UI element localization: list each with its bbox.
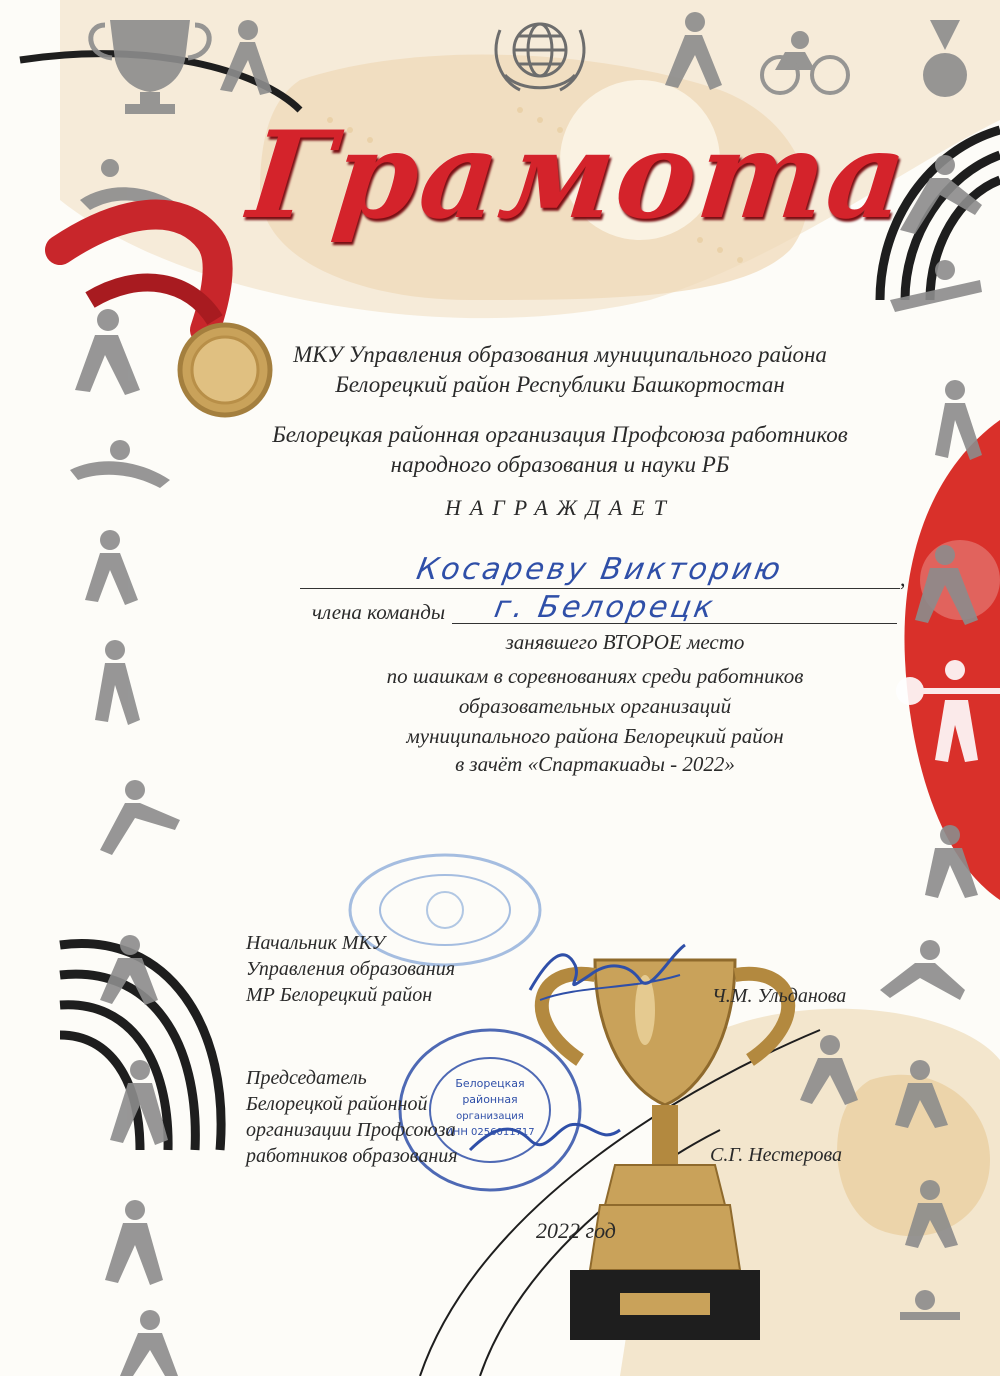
signer-2-title-line-4: работников образования: [246, 1145, 458, 1167]
svg-text:районная: районная: [462, 1093, 518, 1106]
signer-1-title-line-1: Начальник МКУ: [246, 932, 385, 954]
spartakiad-line: в зачёт «Спартакиады - 2022»: [455, 752, 735, 776]
signature-1: [520, 935, 690, 1015]
certificate-title: Грамота: [242, 105, 915, 246]
signer-2-title-line-1: Председатель: [246, 1067, 367, 1089]
signer-1-name: Ч.М. Ульданова: [712, 985, 847, 1007]
org-line-2: Белорецкий район Республики Башкортостан: [335, 372, 785, 397]
signer-2-title-line-3: организации Профсоюза: [246, 1119, 456, 1141]
team-line: [452, 623, 897, 624]
signer-2-title: [246, 1065, 458, 1169]
svg-text:ИНН 0256011717: ИНН 0256011717: [445, 1127, 535, 1138]
team-value: г. Белорецк: [491, 590, 719, 625]
recipient-name-line: [300, 588, 900, 589]
name-comma: ,: [900, 566, 906, 591]
signature-2: [460, 1100, 630, 1170]
recipient-name: Косареву Викторию: [413, 552, 786, 587]
svg-text:Белорецкая: Белорецкая: [455, 1077, 525, 1090]
discipline-line: по шашкам в соревнованиях среди работников: [386, 664, 804, 688]
signer-1-title-line-3: МР Белорецкий район: [246, 984, 433, 1006]
union-line-2: народного образования и науки РБ: [390, 452, 730, 477]
awards-heading: НАГРАЖДАЕТ: [444, 495, 676, 520]
district-line: муниципального района Белорецкий район: [406, 724, 784, 748]
organizations-line: образовательных организаций: [458, 694, 732, 718]
place-line: занявшего ВТОРОЕ место: [505, 630, 745, 654]
union-line-1: Белорецкая районная организация Профсоюза работников: [272, 422, 848, 447]
signer-1-title-line-2: Управления образования: [246, 958, 455, 980]
signer-1-title: [246, 930, 455, 1008]
team-label: члена команды: [312, 600, 446, 624]
union-organization: [220, 420, 900, 480]
signer-2-name: С.Г. Нестерова: [710, 1144, 843, 1166]
certificate-year: 2022 год: [536, 1218, 616, 1243]
issuer-organization: [220, 340, 900, 400]
svg-text:организация: организация: [456, 1111, 524, 1122]
signer-2-title-line-2: Белорецкой районной: [246, 1093, 428, 1115]
org-line-1: МКУ Управления образования муниципального района: [293, 342, 827, 367]
